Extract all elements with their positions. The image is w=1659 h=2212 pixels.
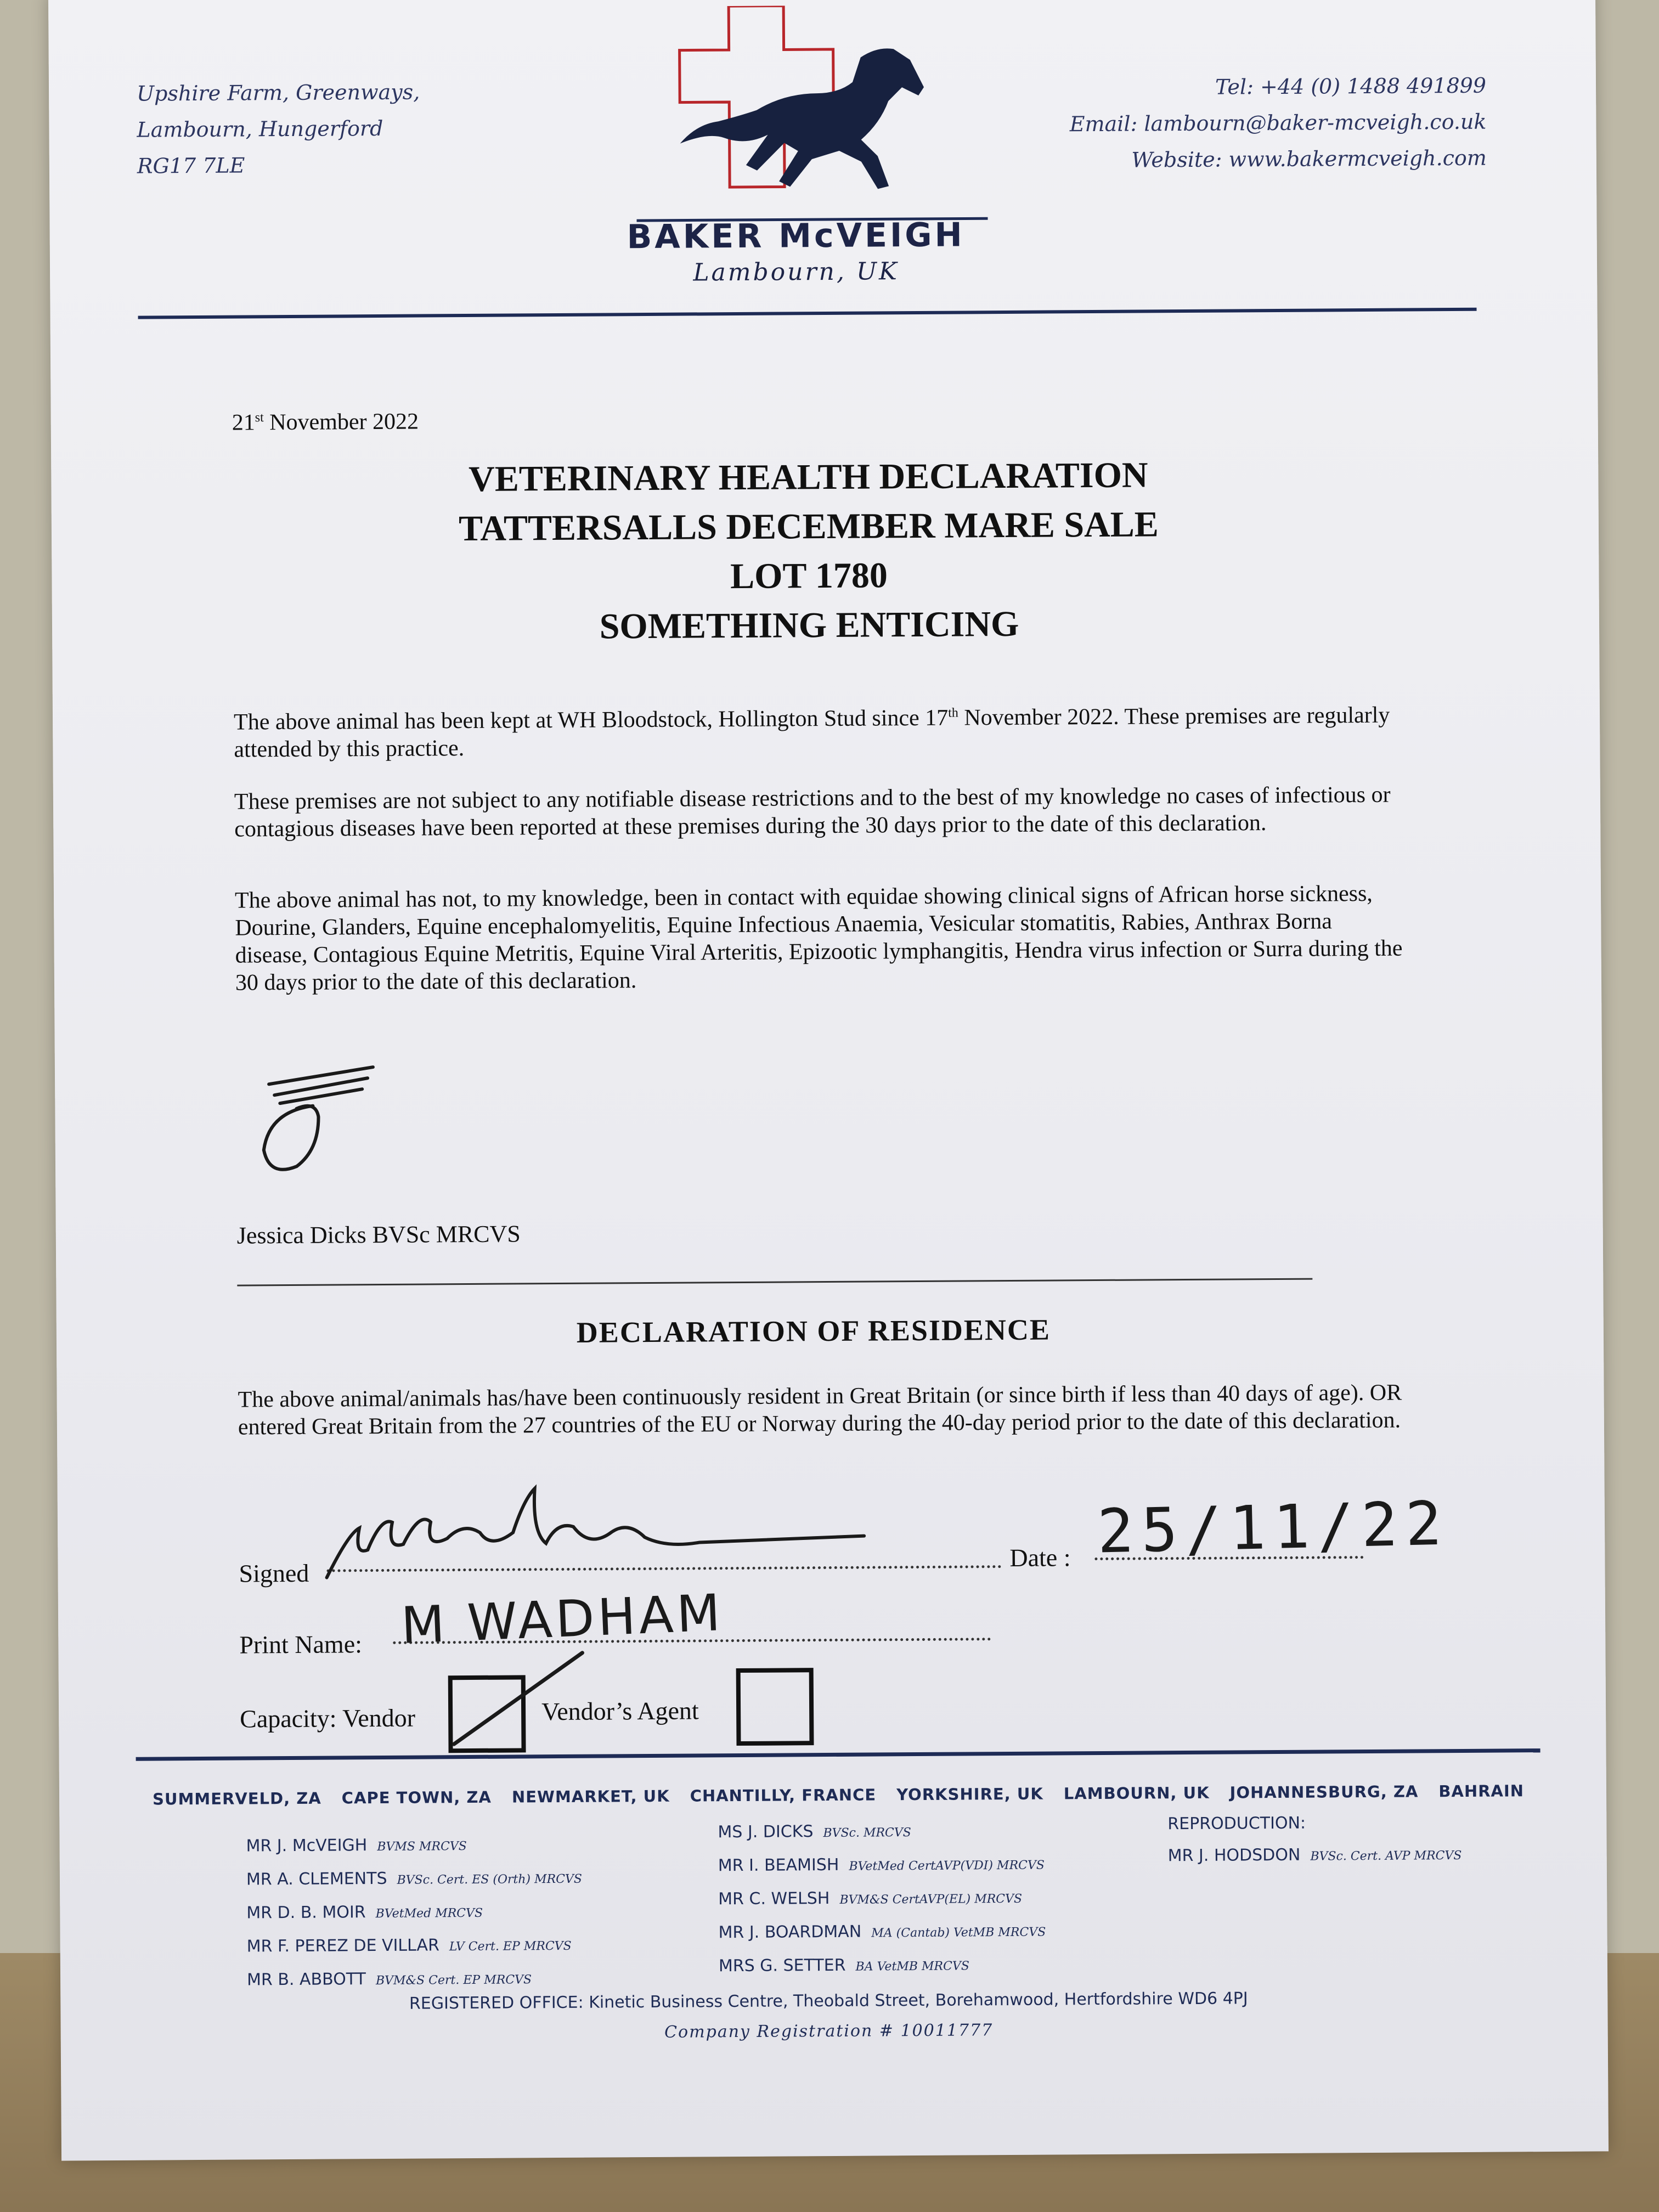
para-sup: th — [948, 706, 958, 720]
residence-text: The above animal/animals has/have been continuously resident in Great Britain (or since birth if less than 40 days of age). OR entered Great Britain from the 27 countries of the EU or Norway during the 40-day period prior to the date of this declaration. — [238, 1380, 1402, 1440]
email-line: Email: lambourn@baker-mcveigh.co.uk — [1069, 109, 1487, 137]
location-item: BAHRAIN — [1438, 1781, 1525, 1801]
staff-name: MR J. HODSDON — [1167, 1845, 1301, 1866]
vendors-agent-label: Vendor’s Agent — [541, 1696, 699, 1726]
staff-column-3 — [1167, 1807, 1462, 1874]
staff-quals: BVSc. Cert. AVP MRCVS — [1310, 1848, 1462, 1864]
document-sheet — [48, 0, 1609, 2161]
staff-name: MR I. BEAMISH — [718, 1855, 839, 1876]
address-line: RG17 7LE — [137, 153, 245, 178]
capacity-label: Capacity: Vendor — [240, 1703, 416, 1733]
paragraph-contact: The above animal has not, to my knowledge, been in contact with equidae showing clinical signs of African horse sickness, Dourine, Glanders, Equine encephalomyelitis, Equine Infectious Anaemia, Vesicular stomatitis, Rabies, Anthrax Borna disease, Contagious Equine Metritis, Equine Viral Arteritis, Epizootic lymphangitis, Hendra virus infection or Surra during the 30 days prior to the date of this declaration. — [234, 881, 1403, 996]
date-suffix: st — [255, 410, 264, 425]
staff-quals: BA VetMB MRCVS — [855, 1959, 969, 1974]
staff-name: MR B. ABBOTT — [246, 1970, 366, 1990]
staff-quals: BVSc. Cert. ES (Orth) MRCVS — [397, 1872, 583, 1887]
staff-quals: BVM&S CertAVP(EL) MRCVS — [839, 1892, 1023, 1907]
residence-title: DECLARATION OF RESIDENCE — [576, 1313, 1051, 1349]
location-item: JOHANNESBURG, ZA — [1229, 1782, 1419, 1802]
horse-name: SOMETHING ENTICING — [599, 603, 1019, 647]
brand-location: Lambourn, UK — [693, 257, 899, 287]
location-item: YORKSHIRE, UK — [896, 1784, 1043, 1804]
staff-name: MR A. CLEMENTS — [246, 1869, 387, 1889]
staff-entry — [718, 1848, 1046, 1884]
address-line: Lambourn, Hungerford — [137, 116, 383, 142]
staff-entry — [1168, 1838, 1462, 1874]
lot-number: LOT 1780 — [730, 555, 888, 597]
phone-line: Tel: +44 (0) 1488 491899 — [1215, 73, 1487, 99]
document-date — [232, 409, 419, 436]
handwritten-print-name: M WADHAM — [400, 1583, 725, 1655]
paragraph-premises — [234, 702, 1403, 764]
section-divider — [237, 1278, 1312, 1286]
staff-name: MRS G. SETTER — [718, 1955, 846, 1976]
staff-column-2 — [718, 1815, 1046, 1984]
brand-name: BAKER McVEIGH — [627, 216, 966, 257]
handwritten-date: 25/11/22 — [1096, 1488, 1451, 1567]
staff-entry — [246, 1829, 582, 1864]
staff-entry — [718, 1882, 1046, 1917]
para-text: November 2022. These premises are regularly attended by this practice. — [234, 702, 1390, 763]
vendor-signature-icon — [315, 1464, 924, 1594]
staff-name: MR D. B. MOIR — [246, 1903, 366, 1923]
document-title — [232, 449, 1385, 654]
staff-name: MR F. PEREZ DE VILLAR — [246, 1936, 439, 1956]
address-line: Upshire Farm, Greenways, — [136, 80, 420, 106]
staff-entry — [718, 1915, 1046, 1951]
staff-entry — [247, 1929, 583, 1965]
staff-quals: BVSc. MRCVS — [823, 1826, 911, 1841]
staff-name: MR C. WELSH — [718, 1889, 830, 1909]
staff-quals: LV Cert. EP MRCVS — [449, 1939, 572, 1954]
location-item: CAPE TOWN, ZA — [341, 1787, 492, 1808]
website-line: Website: www.bakermcveigh.com — [1131, 145, 1487, 172]
signed-label: Signed — [239, 1559, 309, 1588]
staff-entry — [719, 1949, 1046, 1984]
vet-name: Jessica Dicks BVSc MRCVS — [236, 1220, 521, 1249]
staff-name: MR J. BOARDMAN — [718, 1922, 862, 1943]
location-item: NEWMARKET, UK — [511, 1786, 670, 1807]
title-line: VETERINARY HEALTH DECLARATION — [468, 455, 1148, 499]
registered-office-label: REGISTERED OFFICE: — [409, 1993, 584, 2013]
footer-divider — [136, 1748, 1541, 1761]
vet-signature-icon — [236, 1056, 417, 1183]
location-item: CHANTILLY, FRANCE — [690, 1785, 877, 1805]
print-name-label: Print Name: — [239, 1630, 363, 1659]
date-rest: November 2022 — [263, 409, 419, 436]
practice-address — [137, 74, 420, 184]
staff-entry — [718, 1815, 1045, 1850]
reproduction-heading: REPRODUCTION: — [1167, 1813, 1306, 1834]
para-text: The above animal has been kept at WH Bloodstock, Hollington Stud since 17 — [233, 705, 949, 735]
staff-quals: BVM&S Cert. EP MRCVS — [375, 1973, 532, 1988]
registered-office-address: Kinetic Business Centre, Theobald Street, Borehamwood, Hertfordshire WD6 4PJ — [583, 1989, 1248, 2012]
paragraph-disease-restrictions: These premises are not subject to any notifiable disease restrictions and to the best of my knowledge no cases of infectious or contagious diseases have been reported at these premises during the 30 days prior to the date of this declaration. — [234, 782, 1391, 842]
vendors-agent-checkbox[interactable] — [736, 1668, 814, 1746]
location-item: SUMMERVELD, ZA — [152, 1788, 321, 1809]
date-day: 21 — [232, 410, 255, 436]
title-line: TATTERSALLS DECEMBER MARE SALE — [458, 504, 1159, 549]
location-item: LAMBOURN, UK — [1063, 1783, 1210, 1803]
date-label: Date : — [1009, 1543, 1071, 1572]
staff-quals: MA (Cantab) VetMB MRCVS — [871, 1925, 1046, 1940]
staff-column-1 — [246, 1829, 583, 1998]
staff-quals: BVetMed MRCVS — [375, 1906, 483, 1921]
staff-entry — [246, 1862, 582, 1898]
staff-quals: BVMS MRCVS — [377, 1839, 467, 1854]
office-locations — [153, 1781, 1524, 1808]
staff-name: MS J. DICKS — [718, 1822, 814, 1842]
staff-entry — [247, 1962, 583, 1998]
staff-entry — [246, 1895, 582, 1931]
company-registration: Company Registration # 10011777 — [664, 2021, 994, 2042]
staff-quals: BVetMed CertAVP(VDI) MRCVS — [849, 1858, 1045, 1874]
staff-name: MR J. McVEIGH — [246, 1836, 368, 1856]
practice-contact — [1069, 67, 1487, 179]
